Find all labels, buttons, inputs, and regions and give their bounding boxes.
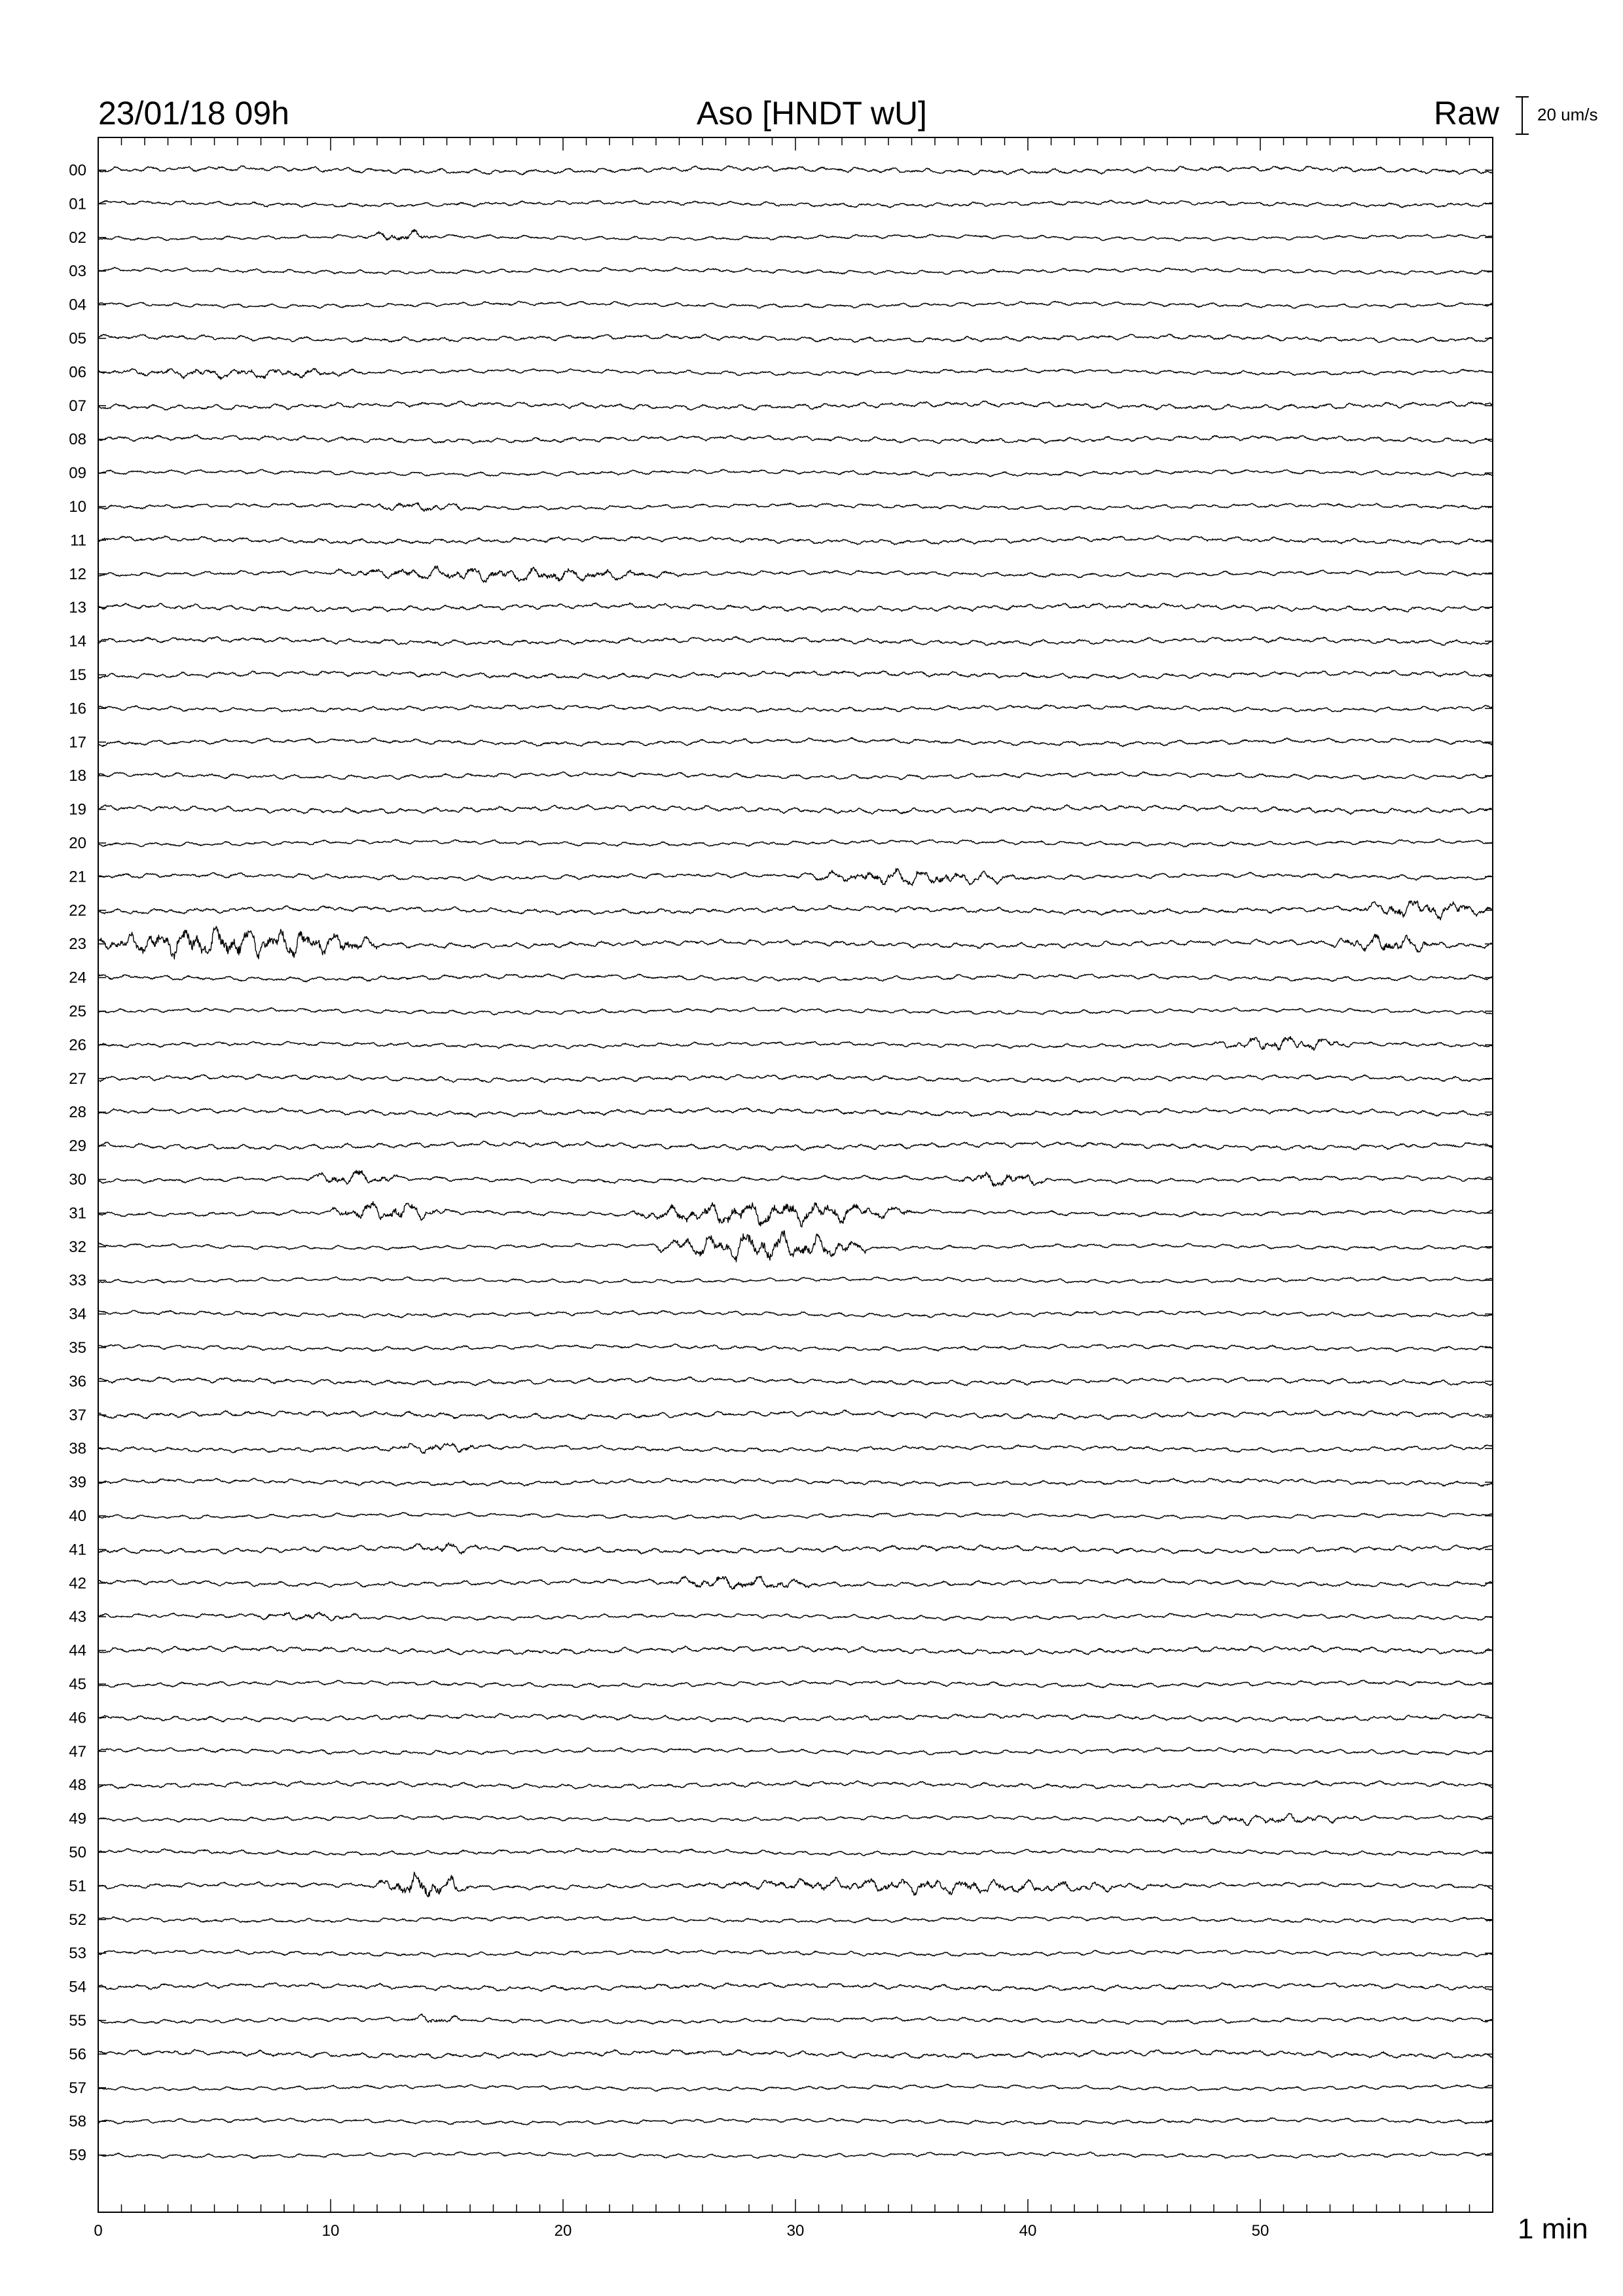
row-label: 00 <box>69 162 86 179</box>
row-label: 33 <box>69 1272 86 1290</box>
x-tick-label: 20 <box>554 2222 572 2240</box>
row-label: 44 <box>69 1641 86 1660</box>
row-label: 18 <box>69 767 86 785</box>
datetime-title: 23/01/18 09h <box>98 95 289 132</box>
row-label: 01 <box>69 195 86 213</box>
row-label: 55 <box>69 2012 86 2030</box>
row-label: 17 <box>69 733 86 751</box>
row-label: 45 <box>69 1676 86 1693</box>
row-label: 13 <box>69 599 86 617</box>
row-label: 14 <box>69 632 86 651</box>
row-label: 47 <box>69 1742 86 1761</box>
row-label: 49 <box>69 1810 86 1828</box>
row-label: 02 <box>69 228 86 247</box>
row-label: 12 <box>69 565 86 583</box>
row-label: 57 <box>69 2079 86 2097</box>
row-label: 42 <box>69 1574 86 1592</box>
row-label: 41 <box>69 1541 86 1559</box>
row-label: 30 <box>69 1171 86 1189</box>
row-label: 53 <box>69 1945 86 1963</box>
row-label: 05 <box>69 330 86 348</box>
mode-label: Raw <box>1433 95 1499 132</box>
row-label: 09 <box>69 464 86 482</box>
row-label: 10 <box>69 498 86 516</box>
row-label: 39 <box>69 1473 86 1492</box>
row-label: 28 <box>69 1103 86 1122</box>
x-tick-label: 0 <box>94 2222 103 2240</box>
row-label: 25 <box>69 1003 86 1020</box>
row-label: 32 <box>69 1238 86 1256</box>
row-label: 08 <box>69 431 86 449</box>
row-label: 21 <box>69 868 86 886</box>
row-label: 20 <box>69 834 86 852</box>
x-tick-label: 50 <box>1251 2222 1269 2240</box>
row-label: 19 <box>69 800 86 819</box>
row-label: 36 <box>69 1372 86 1391</box>
x-tick-label: 40 <box>1019 2222 1037 2240</box>
row-label: 15 <box>69 666 86 684</box>
row-label: 46 <box>69 1709 86 1727</box>
row-label: 52 <box>69 1910 86 1929</box>
row-label: 58 <box>69 2113 86 2131</box>
row-label: 11 <box>70 531 86 550</box>
row-label: 40 <box>69 1507 86 1525</box>
row-label: 54 <box>69 1978 86 1996</box>
row-label: 56 <box>69 2045 86 2064</box>
row-label: 37 <box>69 1406 86 1424</box>
row-label: 04 <box>69 296 86 314</box>
row-label: 07 <box>69 397 86 415</box>
row-label: 51 <box>69 1877 86 1895</box>
row-label: 31 <box>69 1204 86 1223</box>
x-tick-label: 30 <box>786 2222 805 2240</box>
row-label: 38 <box>69 1440 86 1458</box>
row-label: 43 <box>69 1608 86 1626</box>
row-label: 06 <box>69 363 86 382</box>
row-label: 48 <box>69 1776 86 1795</box>
x-axis-label: 1 min <box>1518 2213 1588 2245</box>
row-label: 23 <box>69 935 86 954</box>
row-label: 34 <box>69 1305 86 1323</box>
row-label: 27 <box>69 1069 86 1088</box>
row-label: 29 <box>69 1137 86 1155</box>
row-label: 59 <box>69 2146 86 2164</box>
row-label: 16 <box>69 700 86 718</box>
x-tick-label: 10 <box>321 2222 340 2240</box>
row-label: 35 <box>69 1339 86 1357</box>
row-label: 22 <box>69 901 86 920</box>
row-label: 03 <box>69 262 86 281</box>
scale-label: 20 um/s <box>1537 105 1598 124</box>
row-label: 50 <box>69 1844 86 1861</box>
station-title: Aso [HNDT wU] <box>697 95 927 132</box>
row-label: 26 <box>69 1036 86 1054</box>
row-label: 24 <box>69 969 86 987</box>
